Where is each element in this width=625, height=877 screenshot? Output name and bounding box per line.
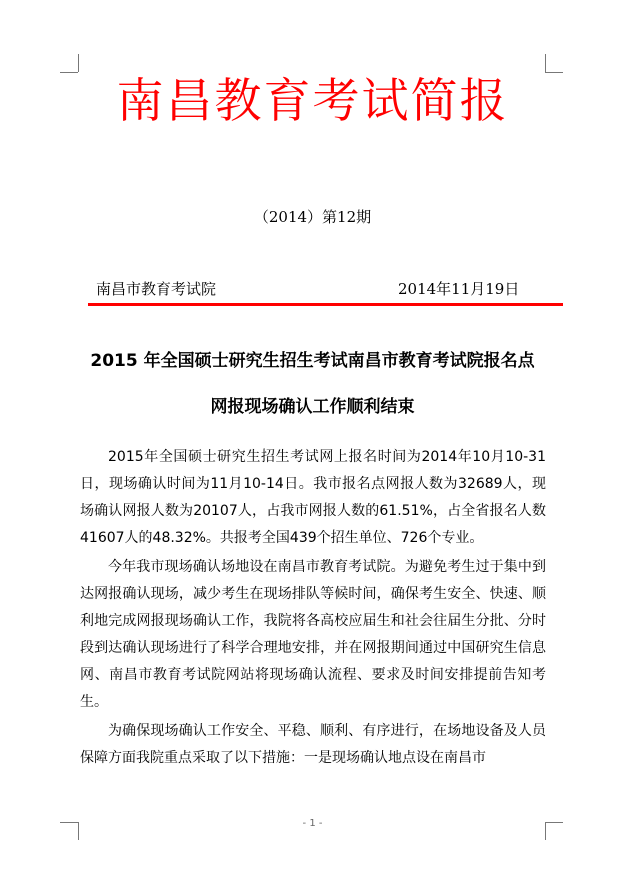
paragraph: 为确保现场确认工作安全、平稳、顺利、有序进行，在场地设备及人员保障方面我院重点采取了以下措施：一是现场确认地点设在南昌市 xyxy=(80,723,546,766)
publish-date: 2014年11月19日 xyxy=(398,280,520,298)
page-number: - 1 - xyxy=(302,818,323,829)
red-divider xyxy=(88,303,563,306)
masthead-title: 南昌教育考试简报 xyxy=(116,74,509,129)
article-title-line-1: 2015 年全国硕士研究生招生考试南昌市教育考试院报名点 xyxy=(90,351,535,371)
article-title-line-2: 网报现场确认工作顺利结束 xyxy=(210,397,415,417)
paragraph: 2015年全国硕士研究生招生考试网上报名时间为2014年10月10-31日，现场确认时间为11月10-14日。我市报名点网报人数为32689人，现场确认网报人数为20107人，占我市网报人数的61.51%，占全省报名人数41607人的48.32%。共报考全国439个招生单位、726个专业。 xyxy=(80,449,546,546)
article-body xyxy=(80,444,546,774)
issue-number: （2014）第12期 xyxy=(253,208,372,226)
paragraph: 今年我市现场确认场地设在南昌市教育考试院。为避免考生过于集中到达网报确认现场，减少考生在现场排队等候时间，确保考生安全、快速、顺利地完成网报现场确认工作，我院将各高校应届生和社会往届生分批、分时段到达确认现场进行了科学合理地安排，并在网报期间通过中国研究生信息网、南昌市教育考试院网站将现场确认流程、要求及时间安排提前告知考生。 xyxy=(80,559,546,710)
organization-name: 南昌市教育考试院 xyxy=(96,280,217,298)
